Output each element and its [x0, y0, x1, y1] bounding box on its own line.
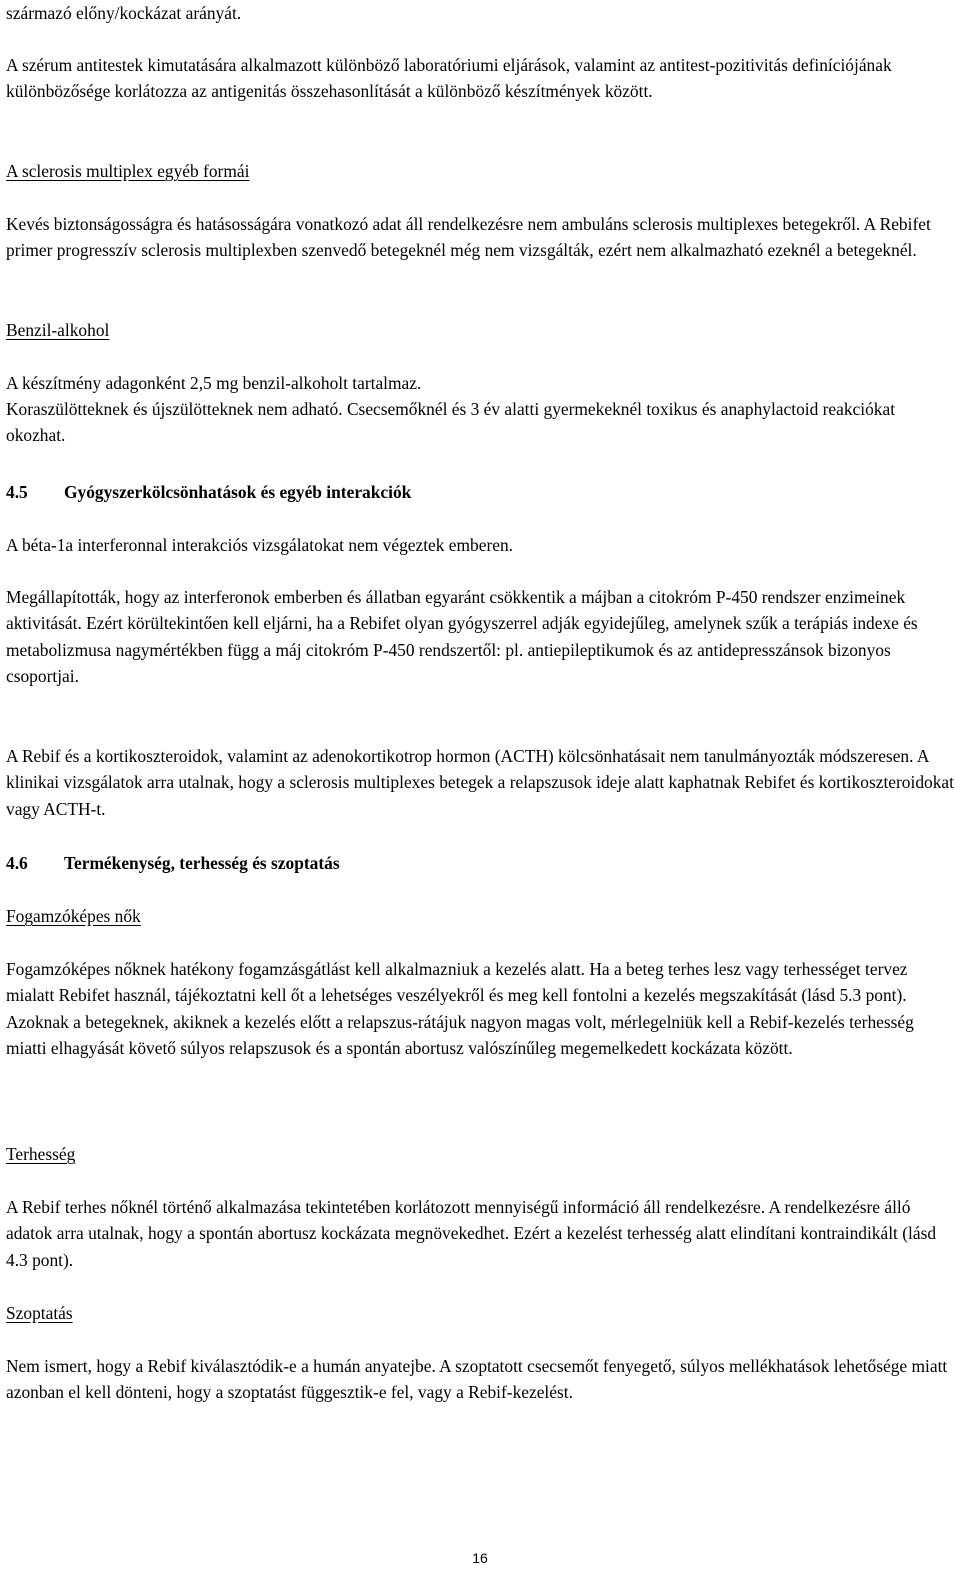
- subheading-breastfeeding: Szoptatás: [6, 1303, 73, 1323]
- paragraph-other-ms-forms: Kevés biztonságosságra és hatásosságára vonatkozó adat áll rendelkezésre nem ambuláns sclerosis multiplexes betegekről. A Rebifet primer progresszív sclerosis multiplexben szenvedő betegeknél még nem vizsgálták, ezért nem alkalmazható ezeknél a betegeknél.: [6, 214, 931, 261]
- section-heading-4-6: [6, 850, 340, 876]
- paragraph-cytochrome: Megállapították, hogy az interferonok emberben és állatban egyaránt csökkentik a májban a citokróm P-450 rendszer enzimeinek aktivitását. Ezért körültekintően kell eljárni, ha a Rebifet olyan gyógyszerrel adják egyidejűleg, amelynek szűk a terápiás indexe és metabolizmusa nagymértékben függ a máj citokróm P-450 rendszertől: pl. antiepileptikumok és az antidepresszánsok bizonyos csoportjai.: [6, 587, 918, 687]
- paragraph-breastfeeding: Nem ismert, hogy a Rebif kiválasztódik-e a humán anyatejbe. A szoptatott csecsemőt fenyegető, súlyos mellékhatások lehetősége miatt azonban el kell dönteni, hogy a szoptatást függesztik-e fel, vagy a Rebif-kezelést.: [6, 1356, 948, 1403]
- paragraph-pregnancy: A Rebif terhes nőknél történő alkalmazása tekintetében korlátozott mennyiségű információ áll rendelkezésre. A rendelkezésre álló adatok arra utalnak, hogy a spontán abortusz kockázata megnövekedhet. Ezért a kezelést terhesség alatt elindítani kontraindikált (lásd 4.3 pont).: [6, 1197, 937, 1270]
- paragraph-benzyl-warning: Koraszülötteknek és újszülötteknek nem adható. Csecsemőknél és 3 év alatti gyermekeknél toxikus és anaphylactoid reakciókat okozhat.: [6, 399, 896, 446]
- section-title: Termékenység, terhesség és szoptatás: [64, 853, 340, 873]
- paragraph-benzyl-content: A készítmény adagonként 2,5 mg benzil-alkoholt tartalmaz.: [6, 373, 422, 393]
- subheading-other-ms-forms: A sclerosis multiplex egyéb formái: [6, 161, 250, 181]
- paragraph-continuation: származó előny/kockázat arányát.: [6, 3, 242, 23]
- subheading-benzyl-alcohol: Benzil-alkohol: [6, 320, 110, 340]
- subheading-childbearing-women: Fogamzóképes nők: [6, 906, 141, 926]
- subheading-pregnancy: Terhesség: [6, 1144, 76, 1164]
- section-title: Gyógyszerkölcsönhatások és egyéb interakciók: [64, 482, 412, 502]
- section-number: 4.5: [6, 482, 28, 502]
- paragraph-corticosteroids: A Rebif és a kortikoszteroidok, valamint az adenokortikotrop hormon (ACTH) kölcsönhatásait nem tanulmányozták módszeresen. A klinikai vizsgálatok arra utalnak, hogy a sclerosis multiplexes betegek a relapszusok ideje alatt kaphatnak Rebifet és kortikoszteroidokat vagy ACTH-t.: [6, 746, 954, 819]
- paragraph-contraception: Fogamzóképes nőknek hatékony fogamzásgátlást kell alkalmazniuk a kezelés alatt. Ha a beteg terhes lesz vagy terhességet tervez mialatt Rebifet használ, tájékoztatni kell őt a lehetséges veszélyekről és meg kell fontolni a kezelés megszakítását (lásd 5.3 pont). Azoknak a betegeknek, akiknek a kezelés előtt a relapszus-rátájuk nagyon magas volt, mérlegelniük kell a Rebif-kezelés terhesség miatti elhagyását követő súlyos relapszusok és a spontán abortusz valószínűleg megemelkedett kockázata között.: [6, 959, 914, 1059]
- section-heading-4-5: [6, 479, 411, 505]
- paragraph-no-human-studies: A béta-1a interferonnal interakciós vizsgálatokat nem végeztek emberen.: [6, 535, 514, 555]
- section-number: 4.6: [6, 853, 28, 873]
- paragraph-antibody-assays: A szérum antitestek kimutatására alkalmazott különböző laboratóriumi eljárások, valamint az antitest-pozitivitás definíciójának különbözősége korlátozza az antigenitás összehasonlítását a különböző készítmények között.: [6, 55, 892, 102]
- page-number: 16: [472, 1550, 488, 1566]
